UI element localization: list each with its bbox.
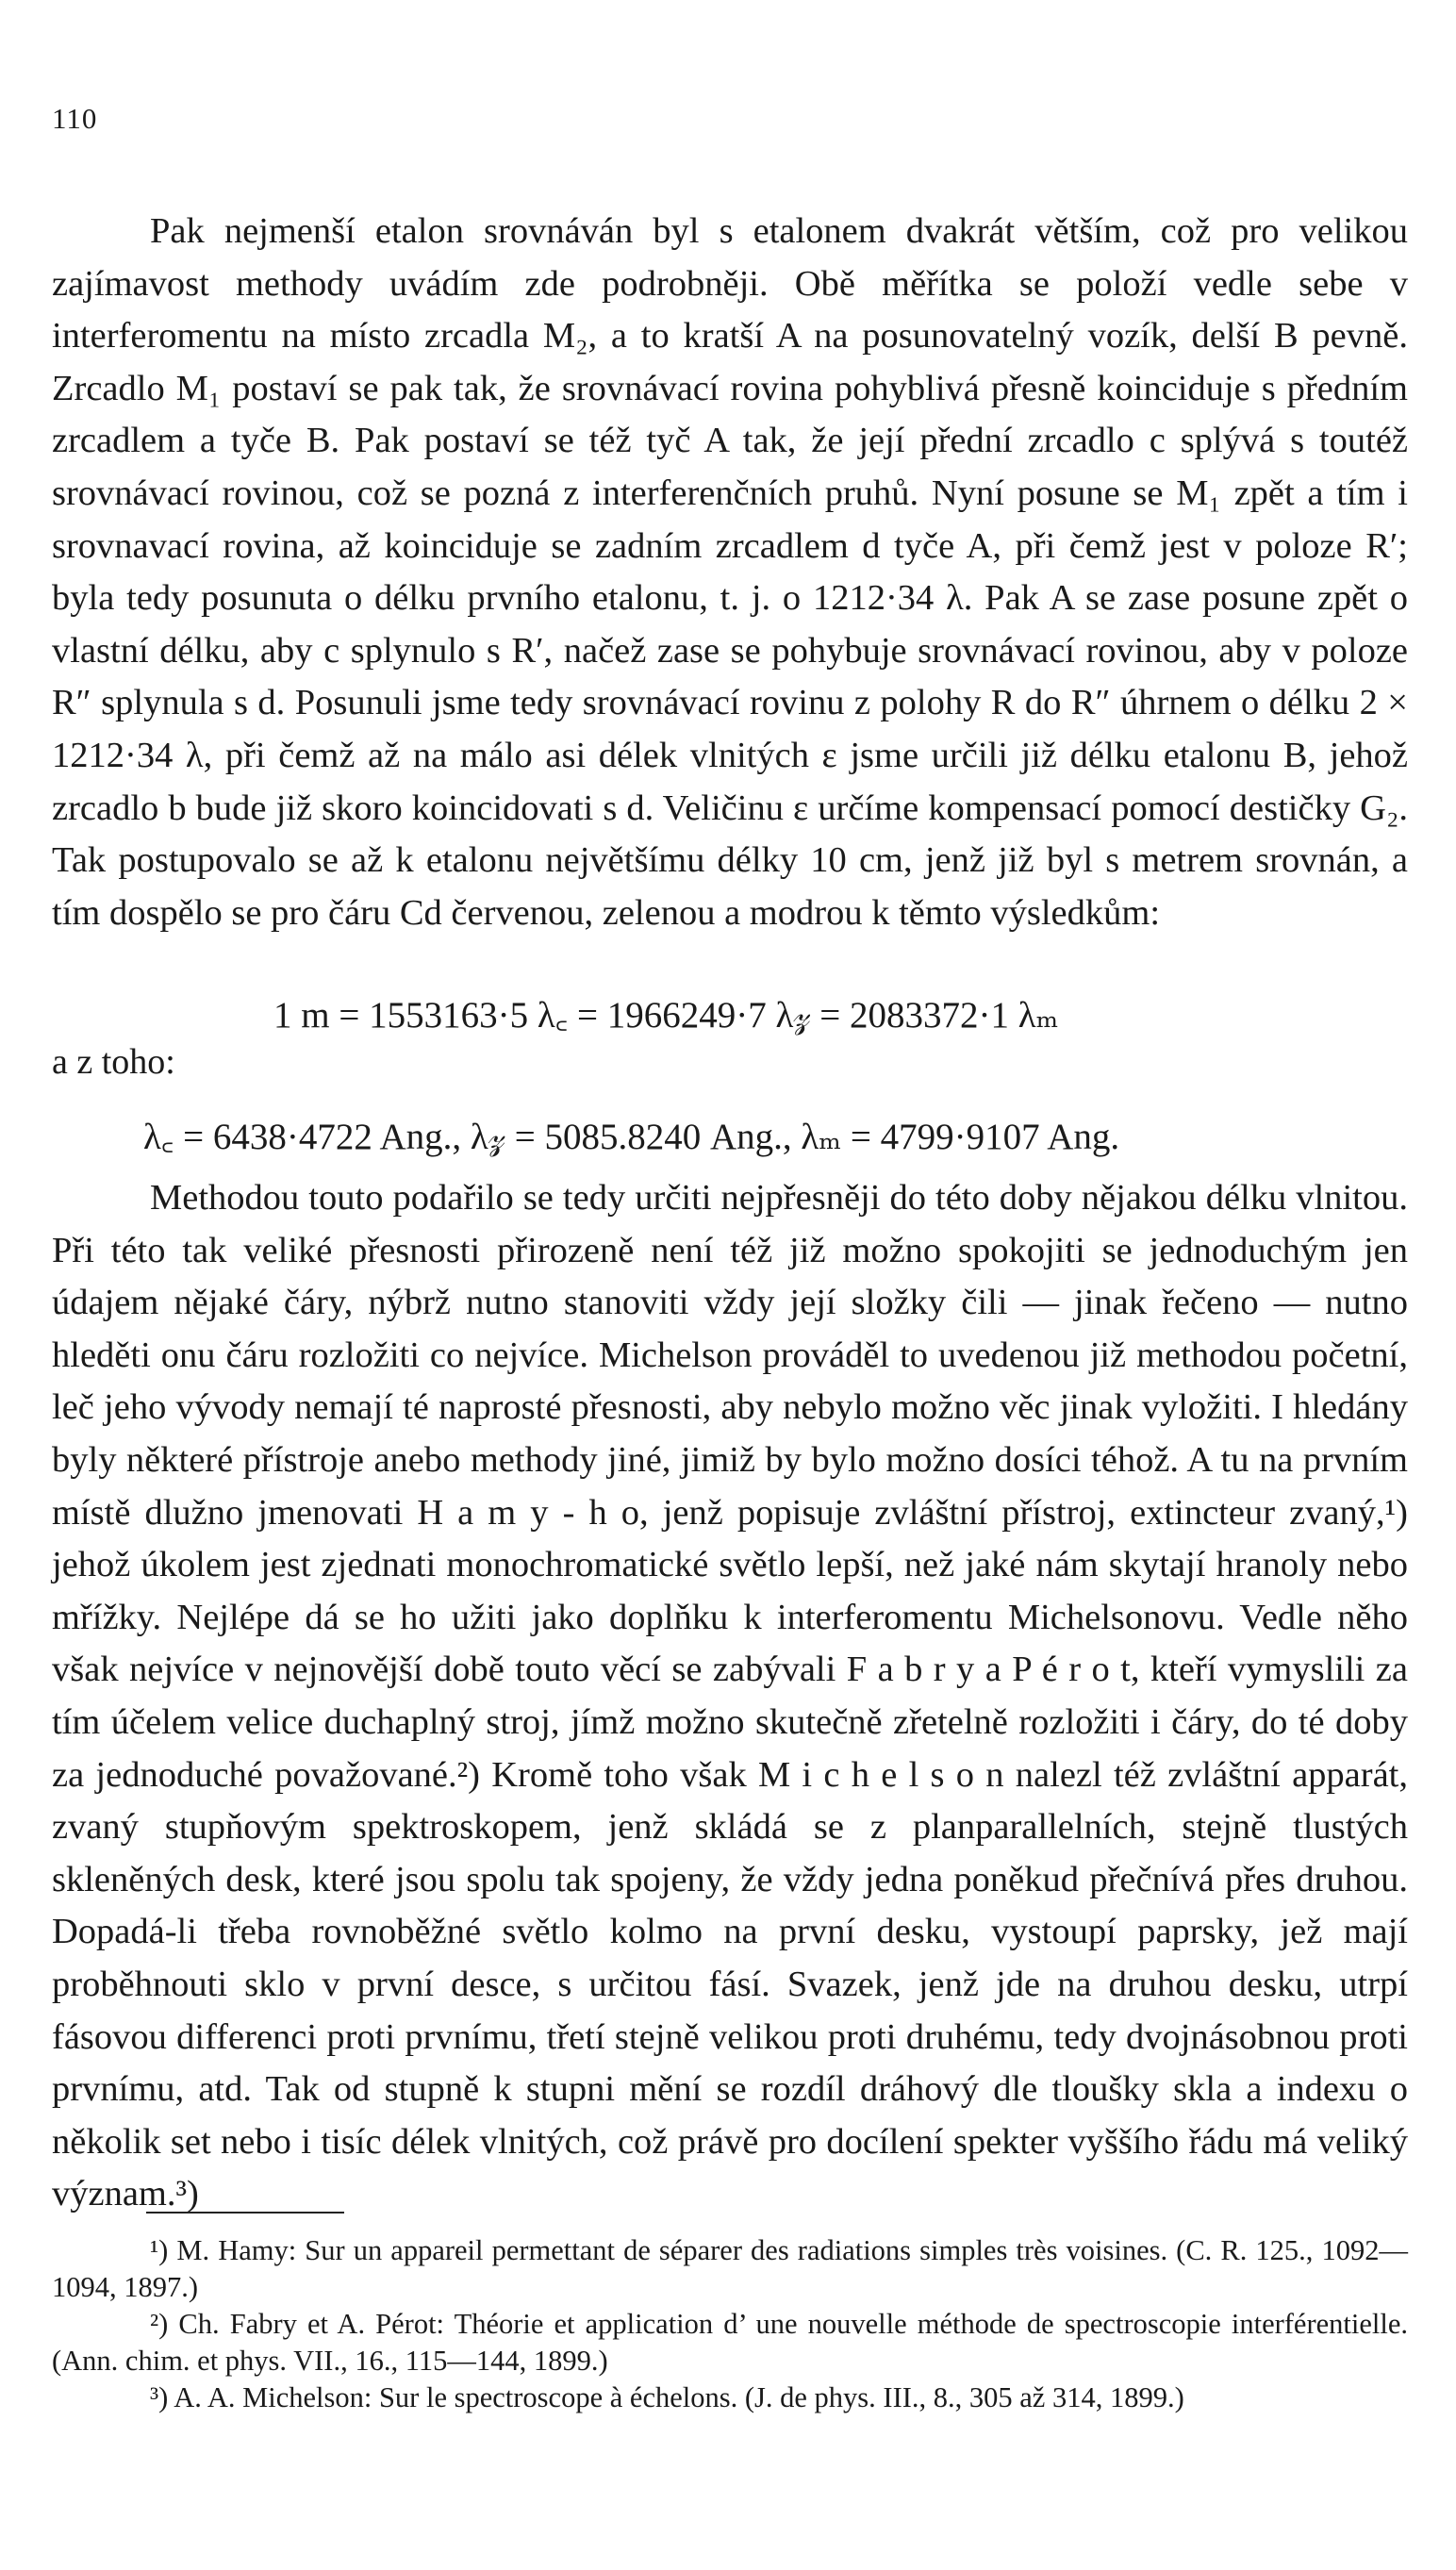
equation-wavelength-values: λ꜀ = 6438·4722 Ang., λ𝓏 = 5085.8240 Ang., λₘ = 4799·9107 Ang.: [143, 1117, 1120, 1157]
footnote-divider: [146, 2212, 344, 2214]
footnote-2: ²) Ch. Fabry et A. Pérot: Théorie et application d’ une nouvelle méthode de spectroscopie interférentielle. (Ann. chim. et phys. VII., 16., 115—144, 1899.): [52, 2308, 1408, 2377]
paragraph-etalon-comparison: Pak nejmenší etalon srovnáván byl s etalonem dvakrát větším, což pro velikou zajímavost methody uvádím zde podrobněji. Obě měřítka se položí vedle sebe v interferomentu na místo zrcadla M₂, a to kratší A na posunovatelný vozík, delší B pevně. Zrcadlo M₁ postaví se pak tak, že srovnávací rovina pohyblivá přesně koinciduje s předním zrcadlem a tyče B. Pak postaví se též tyč A tak, že její přední zrcadlo c splývá s toutéž srovnávací rovinou, což se pozná z interferenčních pruhů. Nyní posune se M₁ zpět a tím i srovnavací rovina, až koinciduje se zadním zrcadlem d tyče A, při čemž jest v poloze R′; byla tedy posunuta o délku prvního etalonu, t. j. o 1212·34 λ. Pak A se zase posune zpět o vlastní délku, aby c splynulo s R′, načež zase se pohybuje srovnávací rovinou, aby v poloze R″ splynula s d. Posunuli jsme tedy srovnávací rovinu z polohy R do R″ úhrnem o délku 2 × 1212·34 λ, při čemž až na málo asi délek vlnitých ε jsme určili již délku etalonu B, jehož zrcadlo b bude již skoro koincidovati s d. Veličinu ε určíme kompensací pomocí destičky G₂. Tak postupovalo se až k etalonu největšímu délky 10 cm, jenž již byl s metrem srovnán, a tím dospělo se pro čáru Cd červenou, zelenou a modrou k těmto výsledkům:: [52, 211, 1408, 933]
footnote-3: ³) A. A. Michelson: Sur le spectroscope à échelons. (J. de phys. III., 8., 305 až 314, 1899.): [150, 2381, 1184, 2413]
page-number: 110: [52, 102, 98, 135]
equation-label: a z toho:: [52, 1042, 175, 1082]
footnote-1: ¹) M. Hamy: Sur un appareil permettant de séparer des radiations simples très voisines. (C. R. 125., 1092—1094, 1897.): [52, 2234, 1408, 2303]
footnotes: [52, 2232, 1408, 2416]
equation-meter-wavelengths: 1 m = 1553163·5 λ꜀ = 1966249·7 λ𝓏 = 2083372·1 λₘ: [273, 995, 1059, 1036]
paragraph-spectroscopy: Methodou touto podařilo se tedy určiti nejpřesněji do této doby nějakou délku vlnitou. Při této tak veliké přesnosti přirozeně není též již možno spokojiti se jednoduchým jen údajem nějaké čáry, nýbrž nutno stanoviti vždy její složky čili — jinak řečeno — nutno hleděti onu čáru rozložiti co nejvíce. Michelson prováděl to uvedenou již methodou početní, leč jeho vývody nemají té naprosté přesnosti, aby nebylo možno věc jinak vyložiti. I hledány byly některé přístroje anebo methody jiné, jimiž by bylo možno dosíci téhož. A tu na prvním místě dlužno jmenovati H a m y - h o, jenž popisuje zvláštní přístroj, extincteur zvaný,¹) jehož úkolem jest zjednati monochromatické světlo lepší, než jaké nám skytají hranoly nebo mřížky. Nejlépe dá se ho užiti jako doplňku k interferomentu Michelsonovu. Vedle něho však nejvíce v nejnovější době touto věcí se zabývali F a b r y a P é r o t, kteří vymyslili za tím účelem velice duchaplný stroj, jímž možno skutečně zřetelně rozložiti i čáry, do té doby za jednoduché považované.²) Kromě toho však M i c h e l s o n nalezl též zvláštní apparát, zvaný stupňovým spektroskopem, jenž skládá se z planparallelních, stejně tlustých skleněných desk, které jsou spolu tak spojeny, že vždy jedna poněkud přečnívá přes druhou. Dopadá-li třeba rovnoběžné světlo kolmo na první desku, vystoupí paprsky, jež mají proběhnouti sklo v první desce, s určitou fásí. Svazek, jenž jde na druhou desku, utrpí fásovou differenci proti prvnímu, třetí stejně velikou proti druhému, tedy dvojnásobnou proti prvnímu, atd. Tak od stupně k stupni mění se rozdíl dráhový dle tloušky skla a indexu o několik set nebo i tisíc délek vlnitých, což právě pro docílení spekter vyššího řádu má veliký význam.³): [52, 1178, 1408, 2214]
